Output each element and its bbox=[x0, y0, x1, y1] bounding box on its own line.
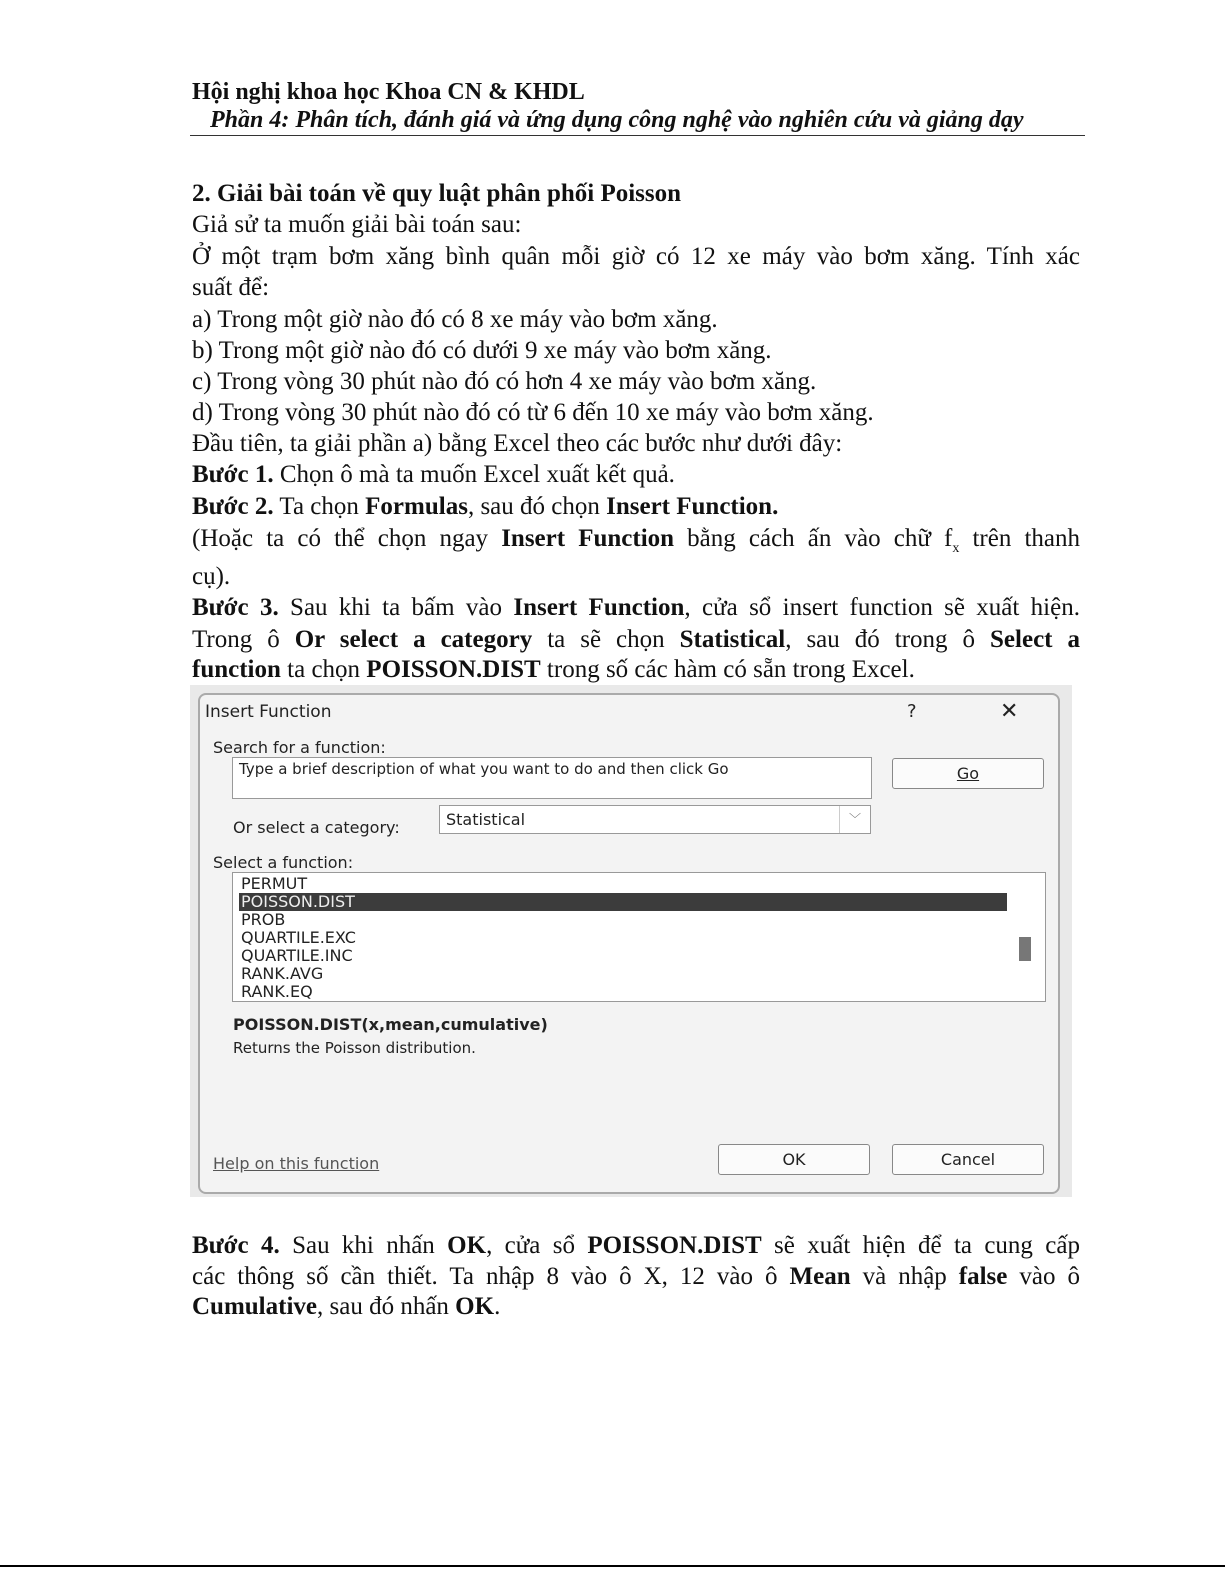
search-input[interactable] bbox=[232, 757, 872, 799]
help-icon[interactable]: ? bbox=[907, 701, 917, 722]
function-item[interactable]: RANK.EQ bbox=[241, 982, 313, 1001]
header-rule bbox=[190, 135, 1085, 136]
text: vào ô bbox=[1007, 1263, 1080, 1290]
bold-text: Insert Function bbox=[501, 525, 675, 552]
step-1 bbox=[192, 460, 1080, 490]
note-line: cụ). bbox=[192, 563, 231, 590]
text: và nhập bbox=[850, 1263, 959, 1290]
bold-text: POISSON.DIST bbox=[366, 656, 541, 683]
step-3-line bbox=[192, 625, 1080, 655]
text: Trong ô bbox=[192, 626, 295, 653]
step-text: Chọn ô mà ta muốn Excel xuất kết quả. bbox=[273, 461, 675, 488]
go-button[interactable]: Go bbox=[892, 758, 1044, 789]
step-label: Bước 1. bbox=[192, 461, 274, 488]
dialog-title: Insert Function bbox=[205, 702, 332, 722]
chevron-down-icon[interactable]: ﹀ bbox=[839, 806, 870, 833]
paragraph-line: Giả sử ta muốn giải bài toán sau: bbox=[192, 211, 522, 238]
function-item[interactable]: PERMUT bbox=[241, 874, 308, 893]
category-label: Or select a category: bbox=[233, 818, 400, 837]
subscript: x bbox=[952, 541, 960, 556]
function-item-selected[interactable]: POISSON.DIST bbox=[239, 893, 1007, 911]
category-value: Statistical bbox=[446, 810, 526, 829]
function-label: Select a function: bbox=[213, 853, 354, 872]
list-item-d: d) Trong vòng 30 phút nào đó có từ 6 đến 10 xe máy vào bơm xăng. bbox=[192, 399, 874, 426]
text: các thông số cần thiết. Ta nhập 8 vào ô X, 12 vào ô bbox=[192, 1263, 790, 1290]
text: Ta chọn bbox=[273, 493, 366, 520]
function-signature: POISSON.DIST(x,mean,cumulative) bbox=[233, 1015, 548, 1034]
text: , cửa sổ insert function sẽ xuất hiện. bbox=[684, 594, 1080, 621]
bold-text: Mean bbox=[789, 1263, 851, 1290]
text: , cửa sổ bbox=[486, 1232, 588, 1259]
step-label: Bước 2. bbox=[192, 493, 274, 520]
paragraph-line: Đầu tiên, ta giải phần a) bằng Excel theo các bước như dưới đây: bbox=[192, 430, 843, 457]
text: , sau đó nhấn bbox=[317, 1293, 456, 1320]
page-bottom-rule bbox=[0, 1565, 1225, 1567]
step-4-line bbox=[192, 1262, 1080, 1292]
text: sẽ xuất hiện để ta cung cấp bbox=[761, 1232, 1080, 1259]
bold-text: Statistical bbox=[679, 626, 786, 653]
paragraph-line: Ở một trạm bơm xăng bình quân mỗi giờ có 12 xe máy vào bơm xăng. Tính xác bbox=[192, 243, 1080, 270]
step-4-line bbox=[192, 1292, 1080, 1322]
close-icon[interactable]: ✕ bbox=[1000, 699, 1019, 724]
bold-text: OK bbox=[447, 1232, 487, 1259]
bold-text: OK bbox=[455, 1293, 495, 1320]
step-3 bbox=[192, 593, 1080, 623]
search-input-value: Type a brief description of what you want to do and then click Go bbox=[239, 760, 729, 778]
paragraph-line: suất để: bbox=[192, 274, 270, 301]
text: bằng cách ấn vào chữ f bbox=[674, 525, 953, 552]
note-line bbox=[192, 524, 1080, 564]
insert-function-dialog-screenshot bbox=[190, 685, 1072, 1197]
section-title: Phần 4: Phân tích, đánh giá và ứng dụng công nghệ vào nghiên cứu và giảng dạy bbox=[210, 107, 1024, 133]
text: Sau khi ta bấm vào bbox=[278, 594, 514, 621]
dialog-window bbox=[198, 693, 1060, 1194]
bold-text: Cumulative bbox=[192, 1293, 317, 1320]
search-label: Search for a function: bbox=[213, 738, 386, 757]
text: (Hoặc ta có thể chọn ngay bbox=[192, 525, 502, 552]
list-item-b: b) Trong một giờ nào đó có dưới 9 xe máy vào bơm xăng. bbox=[192, 337, 772, 364]
category-select[interactable] bbox=[439, 805, 871, 834]
function-description: Returns the Poisson distribution. bbox=[233, 1039, 476, 1057]
text: , sau đó chọn bbox=[467, 493, 607, 520]
function-list[interactable] bbox=[232, 872, 1046, 1002]
bold-text: Select a bbox=[990, 626, 1080, 653]
text: ta sẽ chọn bbox=[532, 626, 680, 653]
bold-text: Insert Function bbox=[513, 594, 685, 621]
bold-text: Formulas bbox=[365, 493, 468, 520]
bold-text: false bbox=[958, 1263, 1008, 1290]
conference-title: Hội nghị khoa học Khoa CN & KHDL bbox=[192, 79, 585, 105]
bold-text: function bbox=[192, 656, 281, 683]
scrollbar-thumb[interactable] bbox=[1019, 937, 1031, 961]
function-item[interactable]: QUARTILE.INC bbox=[241, 946, 353, 965]
bold-text: POISSON.DIST bbox=[587, 1232, 762, 1259]
text: trong số các hàm có sẵn trong Excel. bbox=[540, 656, 915, 683]
step-4 bbox=[192, 1231, 1080, 1261]
text: ta chọn bbox=[280, 656, 367, 683]
step-label: Bước 4. bbox=[192, 1232, 280, 1259]
text: , sau đó trong ô bbox=[785, 626, 991, 653]
text: trên thanh bbox=[959, 525, 1080, 552]
text: Sau khi nhấn bbox=[279, 1232, 448, 1259]
ok-button[interactable]: OK bbox=[718, 1144, 870, 1175]
function-item[interactable]: PROB bbox=[241, 910, 286, 929]
cancel-button[interactable]: Cancel bbox=[892, 1144, 1044, 1175]
step-2 bbox=[192, 492, 1080, 522]
text: . bbox=[494, 1293, 501, 1320]
section-heading: 2. Giải bài toán về quy luật phân phối Poisson bbox=[192, 180, 682, 207]
list-item-a: a) Trong một giờ nào đó có 8 xe máy vào bơm xăng. bbox=[192, 306, 718, 333]
step-3-line bbox=[192, 655, 1080, 685]
bold-text: Or select a category bbox=[294, 626, 533, 653]
help-link[interactable]: Help on this function bbox=[213, 1154, 380, 1173]
bold-text: Insert Function. bbox=[606, 493, 779, 520]
function-item[interactable]: RANK.AVG bbox=[241, 964, 324, 983]
step-label: Bước 3. bbox=[192, 594, 279, 621]
function-item[interactable]: QUARTILE.EXC bbox=[241, 928, 356, 947]
list-item-c: c) Trong vòng 30 phút nào đó có hơn 4 xe máy vào bơm xăng. bbox=[192, 368, 817, 395]
